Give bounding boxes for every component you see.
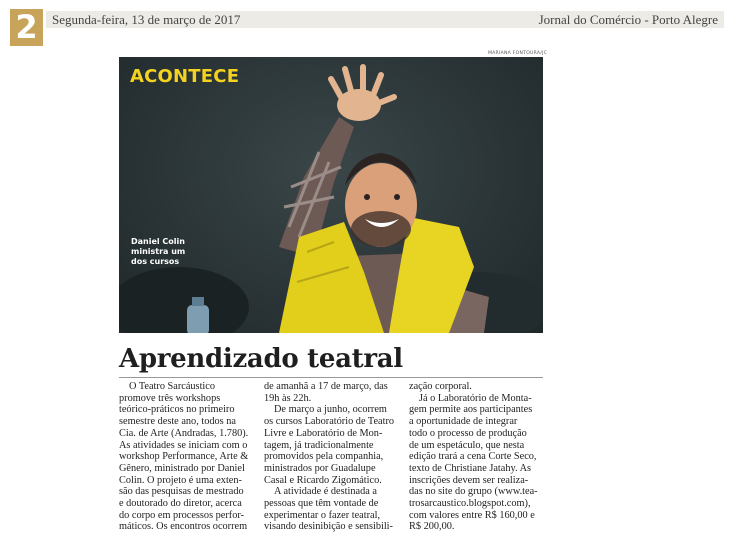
text-line: os cursos Laboratório de Teatro: [264, 416, 395, 428]
text-line: com valores entre R$ 160,00 e: [409, 509, 535, 521]
text-line: a oportunidade de integrar: [409, 416, 518, 428]
text-line: máticos. Os encontros ocorrem: [119, 521, 248, 533]
person-illustration: [119, 57, 543, 333]
photo-caption: [131, 237, 201, 267]
text-line: edição trará a cena Corte Seco,: [409, 451, 537, 463]
text-line: promove três workshops: [119, 392, 221, 404]
text-line: todo o processo de produção: [409, 427, 527, 439]
text-line: Casal e Ricardo Zigomático.: [264, 474, 382, 486]
text-line: O Teatro Sarcáustico: [129, 381, 216, 392]
text-line: Colin. O projeto é uma exten-: [119, 474, 242, 486]
article-column-2: [264, 381, 396, 533]
article-column-3: [409, 381, 541, 533]
text-line: tagem, já tradicionalmente: [264, 439, 374, 451]
page-number: 2: [10, 9, 43, 46]
newspaper-name: Jornal do Comércio - Porto Alegre: [538, 12, 718, 27]
header-date: Segunda-feira, 13 de março de 2017: [52, 12, 241, 27]
text-line: visando desinibição e sensibili-: [264, 521, 393, 533]
text-line: Gênero, ministrado por Daniel: [119, 462, 245, 474]
headline-divider: [119, 377, 543, 378]
text-line: De março a junho, ocorrem: [274, 404, 387, 416]
text-line: são das pesquisas de mestrado: [119, 486, 244, 498]
text-line: experimentar o fazer teatral,: [264, 509, 381, 521]
photo-credit: MARIANA FONTOURA/JC: [488, 51, 548, 56]
text-line: semestre deste ano, todos na: [119, 416, 236, 428]
article-headline: Aprendizado teatral: [119, 344, 403, 374]
text-line: promovidos pela companhia,: [264, 451, 384, 463]
section-label: ACONTECE: [130, 66, 240, 87]
article-column-1: [119, 381, 251, 533]
text-line: inscrições devem ser realiza-: [409, 474, 529, 486]
text-line: Já o Laboratório de Monta-: [419, 392, 532, 404]
text-line: zação corporal.: [409, 381, 472, 392]
article-photo: [119, 57, 543, 333]
text-line: das no site do grupo (www.tea-: [409, 486, 538, 498]
text-line: ministrados por Guadalupe: [264, 462, 376, 474]
text-line: texto de Christiane Jatahy. As: [409, 462, 532, 474]
text-line: As atividades se iniciam com o: [119, 439, 248, 451]
text-line: 19h às 22h.: [264, 392, 312, 404]
caption-line: Daniel Colin: [131, 237, 185, 246]
text-line: A atividade é destinada a: [274, 486, 377, 498]
text-line: pessoas que têm vontade de: [264, 498, 379, 510]
text-line: e doutorado do diretor, acerca: [119, 498, 242, 510]
text-line: de um espetáculo, que nesta: [409, 439, 525, 451]
text-line: Cia. de Arte (Andradas, 1.780).: [119, 427, 249, 439]
text-line: workshop Performance, Arte &: [119, 451, 249, 463]
text-line: do corpo em processos perfor-: [119, 509, 245, 521]
text-line: teórico-práticos no primeiro: [119, 404, 235, 416]
text-line: gem permite aos participantes: [409, 404, 533, 416]
text-line: de amanhã a 17 de março, das: [264, 381, 388, 392]
text-line: trosarcaustico.blogspot.com),: [409, 498, 531, 510]
caption-line: dos cursos: [131, 257, 180, 266]
text-line: R$ 200,00.: [409, 521, 455, 533]
text-line: Livre e Laboratório de Mon-: [264, 427, 383, 439]
caption-line: ministra um: [131, 247, 186, 256]
